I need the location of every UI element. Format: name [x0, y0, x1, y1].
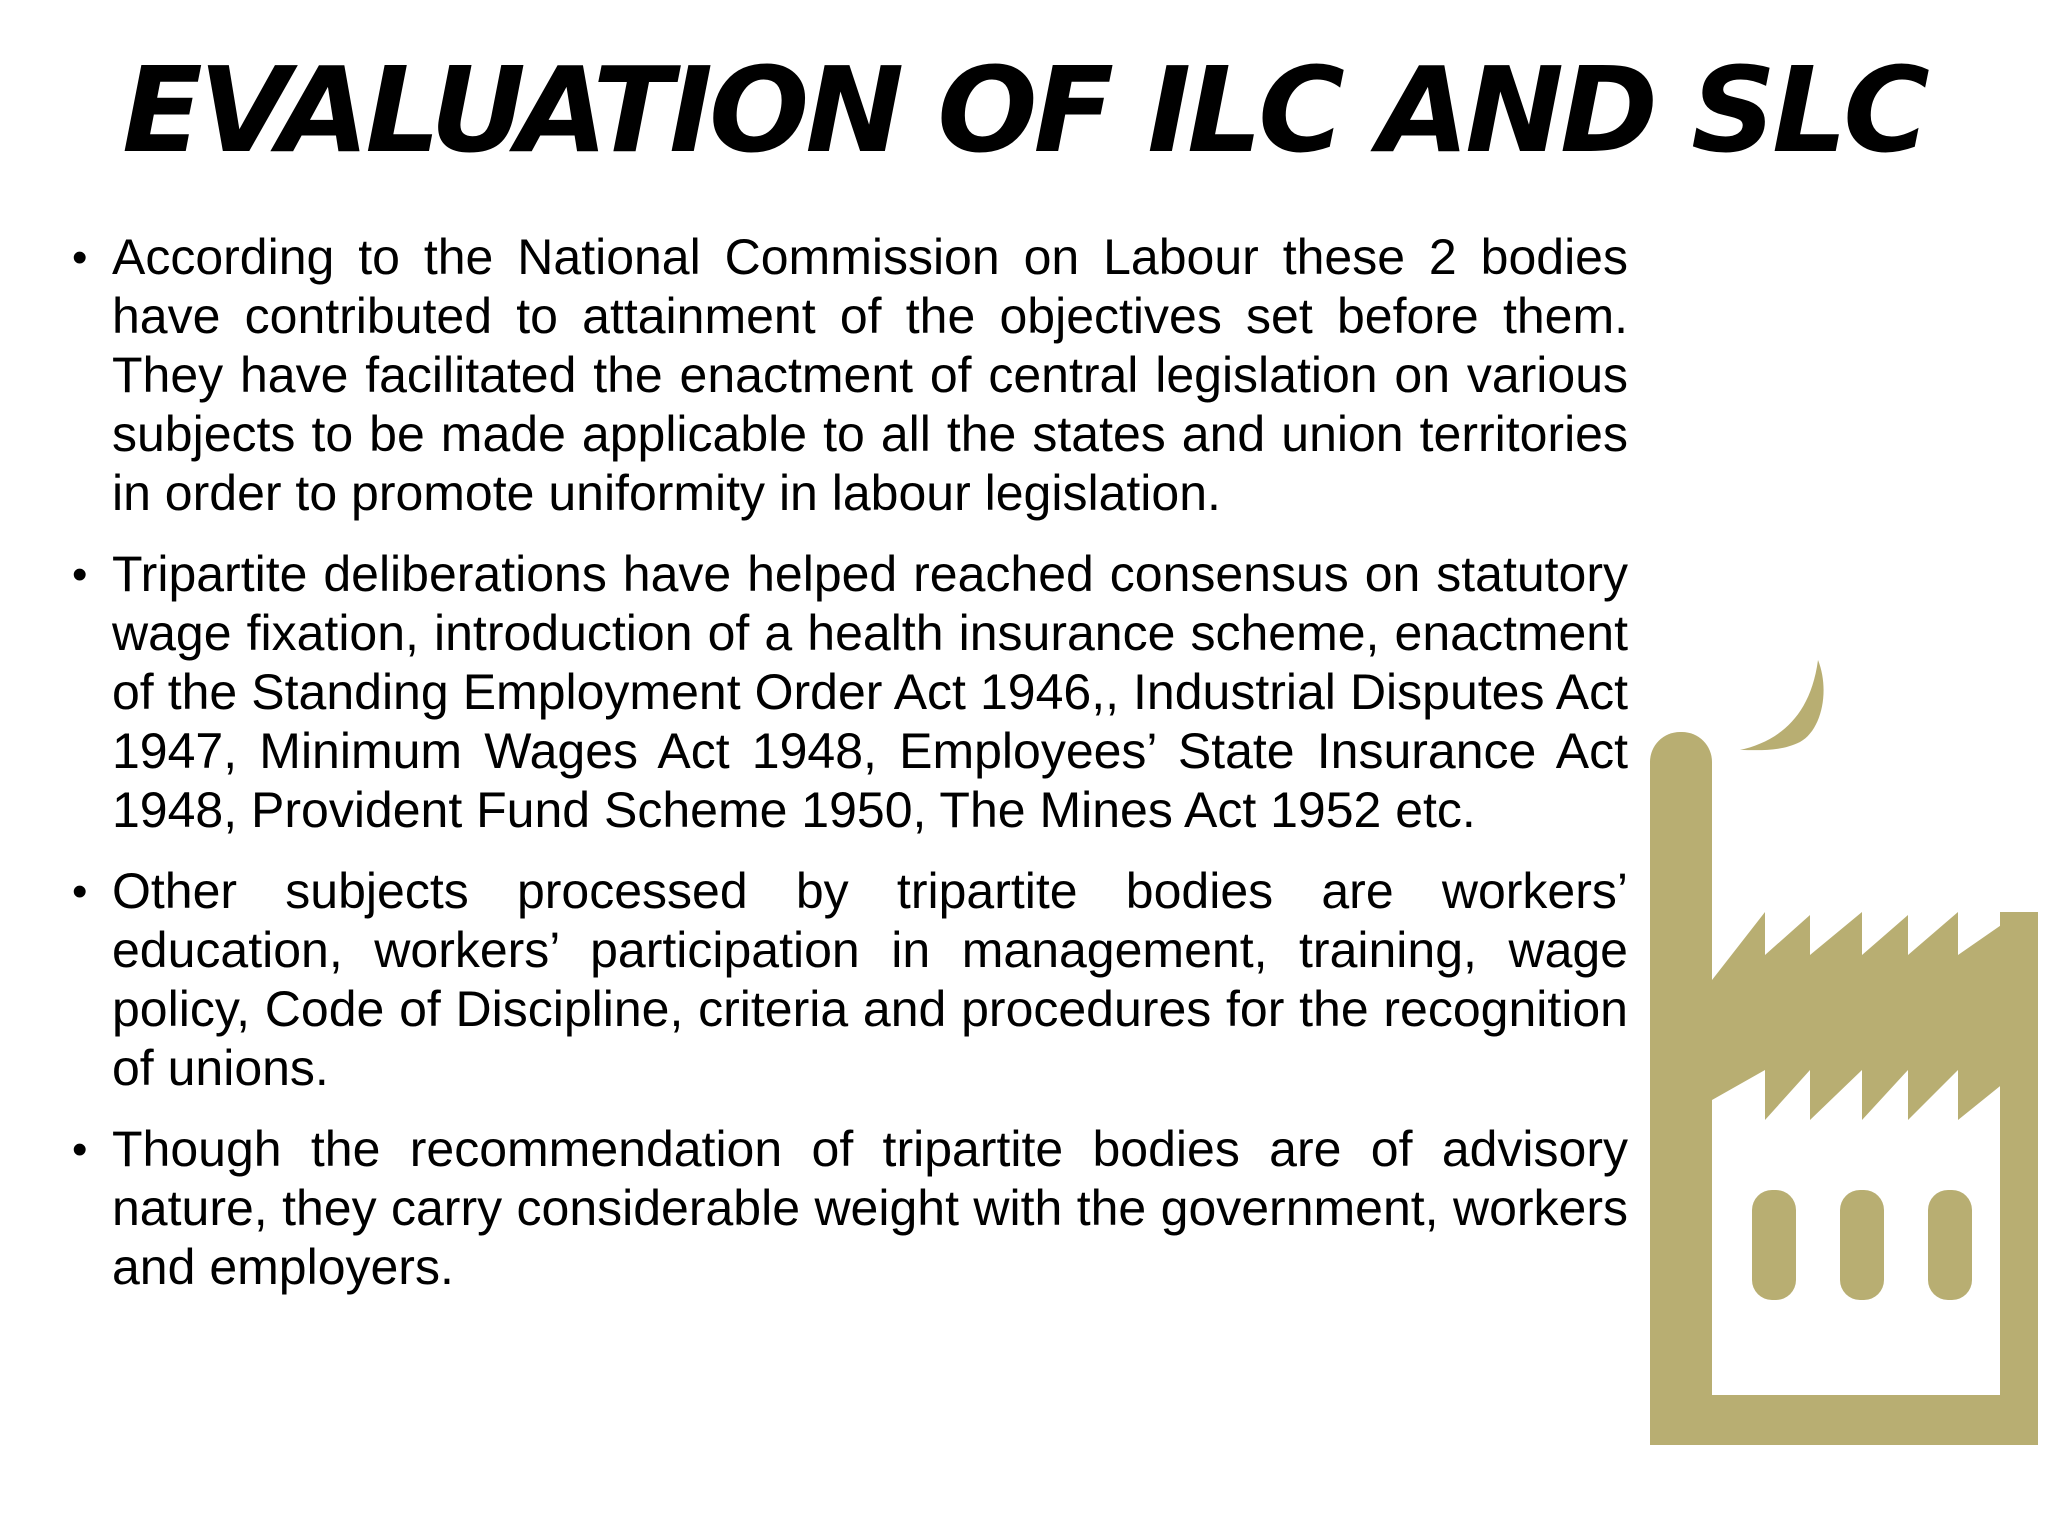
bullet-text: According to the National Commission on Labour these 2 bodies have contributed to attainment of the objectives set before them. They have facilitated the enactment of central legislation on various subjects to be made applicable to all the states and union territories in order to promote uniformity in labour legislation.	[112, 229, 1628, 521]
chimney-shape	[1650, 732, 1712, 1442]
bullet-text: Though the recommendation of tripartite bodies are of advisory nature, they carry considerable weight with the government, workers and employers.	[112, 1121, 1628, 1295]
slide-title: EVALUATION OF ILC AND SLC	[122, 41, 1926, 179]
wall-shape	[2000, 912, 2038, 1442]
bullet-dot: •	[72, 550, 88, 599]
window-shape	[1752, 1190, 1796, 1300]
window-shape	[1840, 1190, 1884, 1300]
bullet-item	[72, 862, 1628, 1098]
bullet-text: Tripartite deliberations have helped reached consensus on statutory wage fixation, introduction of a health insurance scheme, enactment of the Standing Employment Order Act 1946,, Industrial Disputes Act 1947, Minimum Wages Act 1948, Employees’ State Insurance Act 1948, Provident Fund Scheme 1950, The Mines Act 1952 etc.	[112, 546, 1628, 838]
smoke-shape	[1740, 660, 1824, 750]
roof-shape	[1712, 912, 2020, 1120]
bullet-dot: •	[72, 1125, 88, 1174]
bullet-text: Other subjects processed by tripartite bodies are workers’ education, workers’ participation in management, training, wage policy, Code of Discipline, criteria and procedures for the recognition of unions.	[112, 863, 1628, 1096]
bullet-dot: •	[72, 867, 88, 916]
bullet-item	[72, 1120, 1628, 1297]
window-shape	[1928, 1190, 1972, 1300]
floor-shape	[1650, 1395, 2038, 1445]
factory-icon	[1640, 650, 2040, 1460]
bullet-item	[72, 228, 1628, 523]
bullet-dot: •	[72, 233, 88, 282]
bullet-item	[72, 545, 1628, 840]
bullet-list	[72, 228, 1628, 1319]
